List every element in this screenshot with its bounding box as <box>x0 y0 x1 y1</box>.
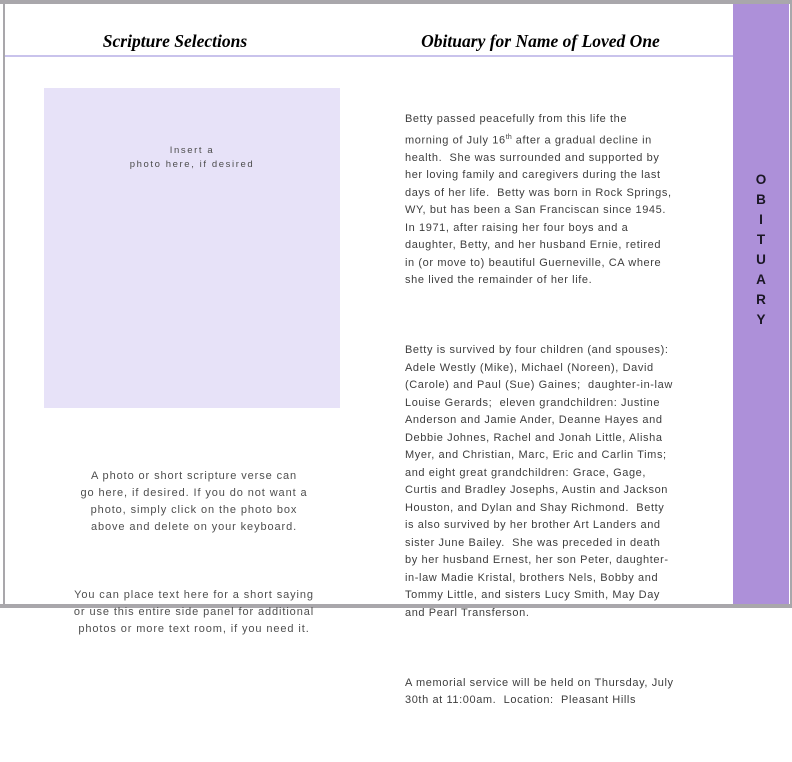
side-panel-instructions <box>30 434 358 689</box>
page-border-top <box>0 0 792 4</box>
obituary-paragraph-1: Betty passed peacefully from this life the morning of July 16th after a gradual decline in health. She was surrounded and supported by her loving family and caregivers during the last days of her life. Betty was born in Rock Springs, WY, but has been a San Franciscan since 1945. In 1971, after raising her four boys and a daughter, Betty, and her husband Ernie, retired in (or move to) beautiful Guerneville, CA where she lived the remainder of her life. <box>405 113 672 287</box>
photo-placeholder-text: Insert a photo here, if desired <box>129 145 255 170</box>
instruction-paragraph-2: You can place text here for a short saying or use this entire side panel for additional photos or more text room, if you need it. <box>73 589 315 635</box>
header-divider-rule <box>5 55 733 57</box>
scripture-selections-title: Scripture Selections <box>102 31 248 51</box>
photo-placeholder-box[interactable] <box>44 88 340 408</box>
obituary-paragraph-3: A memorial service will be held on Thursday, July 30th at 11:00am. Location: Pleasant Hills <box>405 676 674 707</box>
obituary-vertical-label: O B I T U A R Y <box>755 172 767 327</box>
obituary-paragraph-2: Betty is survived by four children (and spouses): Adele Westly (Mike), Michael (Noreen), David (Carole) and Paul (Sue) Gaines; daughter-in-law Louise Gerards; eleven grandchildren: Justine Anderson and Jamie Ander, Deanne Hayes and Debbie Johnes, Rachel and Jonah Little, Alisha Myer, and Christian, Marc, Eric and Carlin Tims; and eight great grandchildren: Grace, Gage, Curtis and Bradley Josephs, Austin and Jackson Houston, and Dylan and Shay Richmond. Betty is also survived by her brother Art Landers and sister June Bailey. She was preceded in death by her husband Ernest, her son Peter, daughter- in-law Madie Kristal, brothers Nels, Bobby and Tommy Little, and sisters Lucy Smith, May Day and Pearl Transferson. <box>405 344 673 619</box>
obituary-body-text <box>405 76 727 762</box>
page-border-left <box>3 2 5 607</box>
instruction-paragraph-1: A photo or short scripture verse can go here, if desired. If you do not want a photo, simply click on the photo box above and delete on your keyboard. <box>80 470 308 533</box>
obituary-side-tab-bar <box>733 4 789 604</box>
obituary-page-title: Obituary for Name of Loved One <box>421 31 660 51</box>
